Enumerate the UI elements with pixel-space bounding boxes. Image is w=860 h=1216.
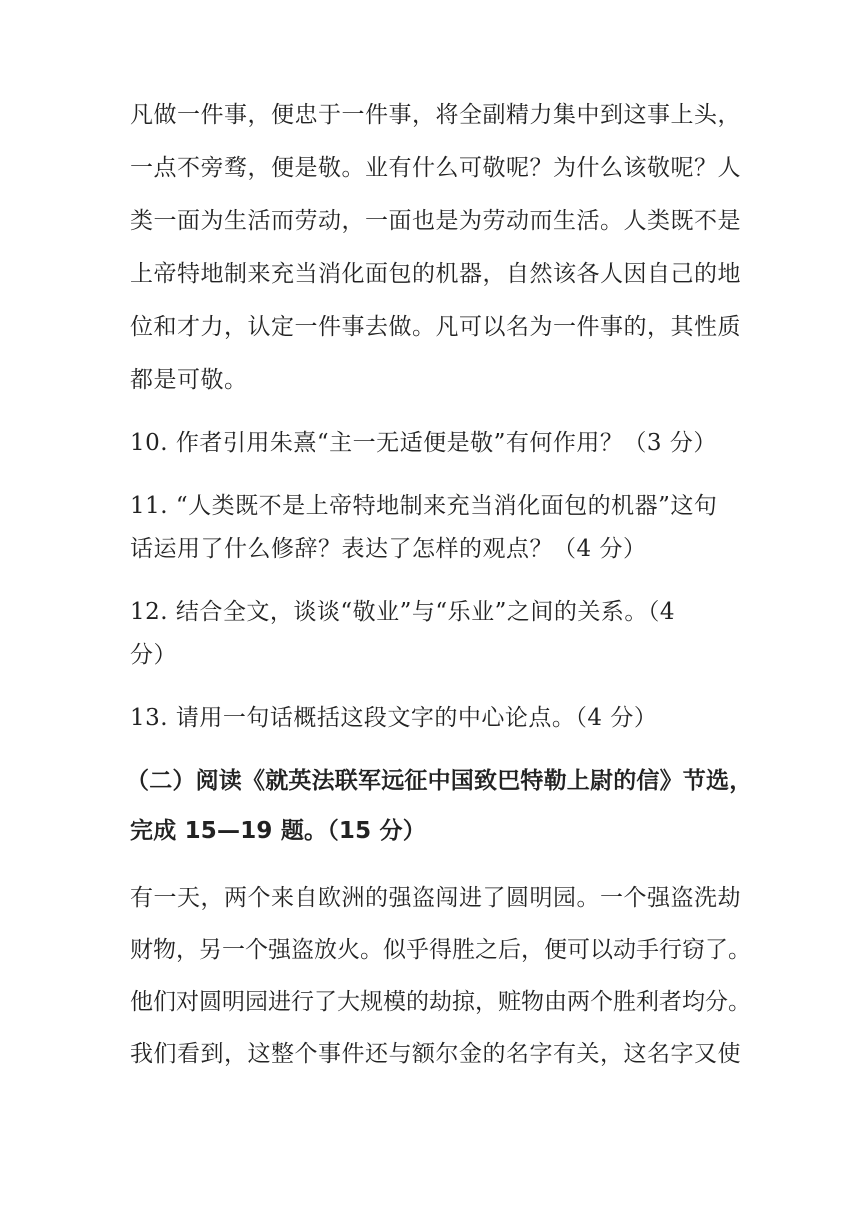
paragraph-2-line: 有一天，两个来自欧洲的强盗闯进了圆明园。一个强盗洗劫	[130, 885, 741, 911]
paragraph-2-line: 财物，另一个强盗放火。似乎得胜之后，便可以动手行窃了。	[130, 937, 751, 963]
paragraph-1	[130, 100, 750, 395]
question-12	[130, 597, 750, 670]
paragraph-2-line: 他们对圆明园进行了大规模的劫掠，赃物由两个胜利者均分。	[130, 989, 751, 1015]
paragraph-1-line: 类一面为生活而劳动，一面也是为劳动而生活。人类既不是	[130, 208, 741, 234]
question-10-text: 10. 作者引用朱熹“主一无适便是敬”有何作用？（3 分）	[130, 430, 717, 456]
paragraph-1-line: 一点不旁骛，便是敬。业有什么可敬呢？为什么该敬呢？人	[130, 155, 741, 181]
document-page	[126, 100, 753, 1069]
section-2-heading	[126, 766, 753, 846]
paragraph-1-line: 凡做一件事，便忠于一件事，将全副精力集中到这事上头，	[130, 102, 741, 128]
paragraph-1-line: 都是可敬。	[130, 367, 248, 393]
section-2-heading-line: （二）阅读《就英法联军远征中国致巴特勒上尉的信》节选，	[126, 768, 753, 794]
question-11	[130, 491, 750, 564]
question-13-text: 13. 请用一句话概括这段文字的中心论点。（4 分）	[130, 705, 658, 731]
question-12-line: 12. 结合全文，谈谈“敬业”与“乐业”之间的关系。（4	[130, 599, 676, 625]
paragraph-2-line: 我们看到，这整个事件还与额尔金的名字有关，这名字又使	[130, 1041, 741, 1067]
paragraph-2	[130, 883, 750, 1069]
question-11-line: 话运用了什么修辞？表达了怎样的观点？（4 分）	[130, 536, 647, 562]
paragraph-1-line: 上帝特地制来充当消化面包的机器，自然该各人因自己的地	[130, 261, 741, 287]
question-11-line: 11. “人类既不是上帝特地制来充当消化面包的机器”这句	[130, 493, 718, 519]
question-10	[130, 428, 750, 458]
section-2-heading-line: 完成 15—19 题。（15 分）	[130, 818, 426, 844]
question-13	[130, 703, 750, 733]
paragraph-1-line: 位和才力，认定一件事去做。凡可以名为一件事的，其性质	[130, 314, 741, 340]
question-12-line: 分）	[130, 642, 177, 668]
